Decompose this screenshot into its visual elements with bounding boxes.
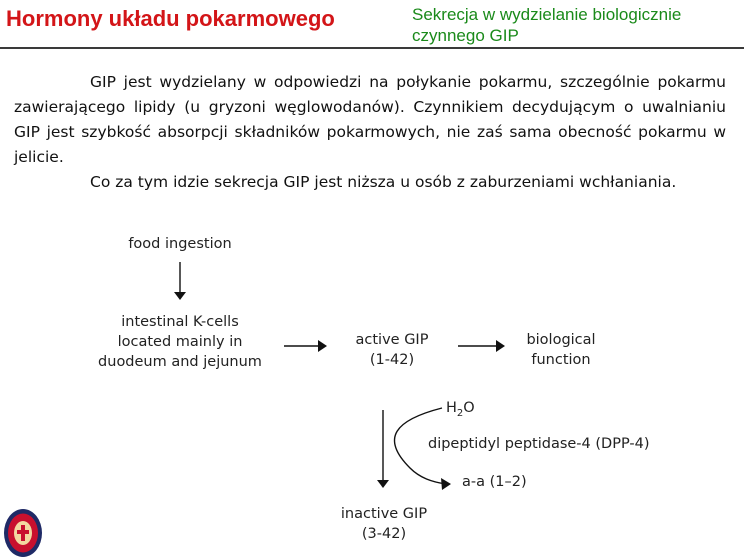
slide-title: Hormony układu pokarmowego xyxy=(6,6,335,31)
label-inactive-gip xyxy=(328,504,440,544)
inactive-gip-line-1: inactive GIP xyxy=(340,506,428,522)
k-cells-line-3: duodeum and jejunum xyxy=(98,354,262,370)
paragraph-2: Co za tym idzie sekrecja GIP jest niższa u osób z zaburzeniami wchłaniania. xyxy=(90,173,677,191)
arrowhead-right-2 xyxy=(496,340,505,352)
biological-function-line-2: function xyxy=(531,352,591,368)
label-k-cells xyxy=(70,312,290,372)
k-cells-line-1: intestinal K-cells xyxy=(121,314,239,330)
paragraph-1: GIP jest wydzielany w odpowiedzi na połykanie pokarmu, szczególnie pokarmu zawierającego lipidy (u gryzoni węglowodanów). Czynnikiem decydującym o uwalnianiu GIP jest szybkość absorpcji składników pokarmowych, nie zaś sama obecność pokarmu w jelicie. xyxy=(14,73,726,166)
water-subscript: 2 xyxy=(456,407,464,419)
subtitle-line-1: Sekrecja w wydzielanie biologicznie xyxy=(412,5,682,24)
label-cleaved-aa: a-a (1–2) xyxy=(462,474,527,490)
water-o: O xyxy=(463,400,475,416)
biological-function-line-1: biological xyxy=(526,332,596,348)
arrowhead-down-2 xyxy=(377,480,389,488)
k-cells-line-2: located mainly in xyxy=(117,334,243,350)
label-dpp4: dipeptidyl peptidase-4 (DPP-4) xyxy=(428,436,650,452)
inactive-gip-line-2: (3-42) xyxy=(361,526,407,542)
arrowhead-down-1 xyxy=(174,292,186,300)
arrowhead-curve xyxy=(441,478,451,490)
label-biological-function xyxy=(508,330,614,370)
water-h: H xyxy=(446,400,457,416)
label-food-ingestion: food ingestion xyxy=(128,236,232,252)
arrowhead-right-1 xyxy=(318,340,327,352)
active-gip-line-2: (1-42) xyxy=(369,352,415,368)
label-active-gip xyxy=(334,330,450,370)
university-seal-logo xyxy=(2,506,44,560)
label-water xyxy=(446,398,475,424)
subtitle-line-2: czynnego GIP xyxy=(412,26,519,45)
active-gip-line-1: active GIP xyxy=(355,332,429,348)
